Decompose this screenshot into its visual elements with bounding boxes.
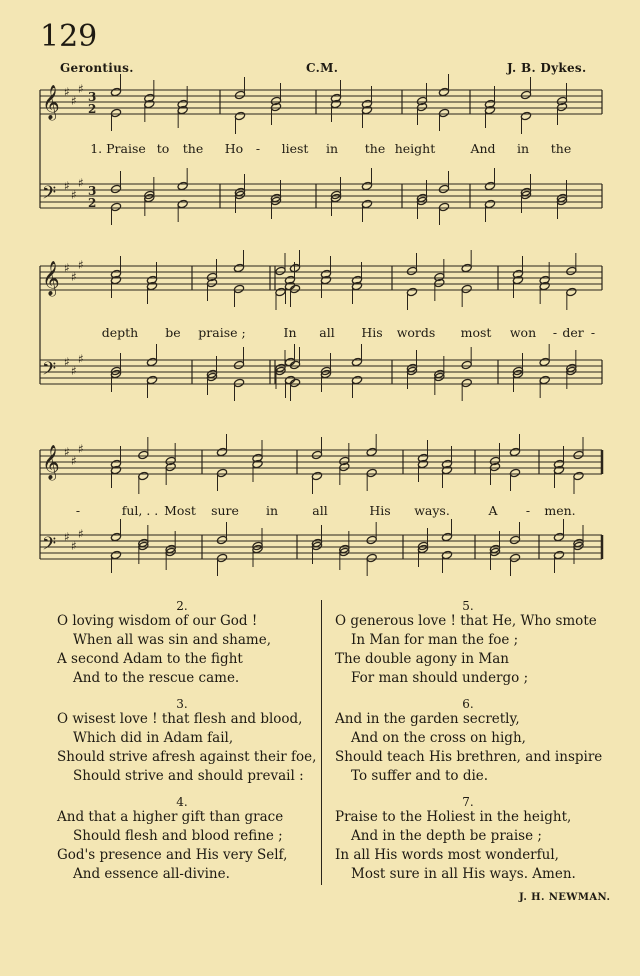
verse-line: Should strive and should prevail :: [73, 768, 304, 784]
verse-line: Most sure in all His ways. Amen.: [351, 866, 576, 882]
verse-line: And in the garden secretly,: [335, 711, 520, 727]
lyric-syllable: the: [364, 141, 386, 156]
lyric-syllable: most: [460, 325, 492, 340]
note-head: [441, 532, 452, 541]
verse-line: When all was sin and shame,: [73, 632, 272, 648]
note-head: [539, 375, 550, 384]
note-head: [438, 87, 449, 96]
verse-line: The double agony in Man: [335, 651, 509, 667]
lyric-syllable: ful, . .: [121, 503, 159, 518]
bass-clef-icon: 𝄢: [42, 183, 57, 208]
verse-5: [335, 612, 597, 688]
verse-number: 7.: [462, 795, 474, 809]
lyric-syllable: And: [470, 141, 496, 156]
sharp-icon: ♯: [78, 352, 84, 366]
sharp-icon: ♯: [64, 179, 70, 193]
note-head: [566, 266, 577, 275]
sharp-icon: ♯: [78, 176, 84, 190]
note-head: [573, 450, 584, 459]
verse-number: 3.: [176, 697, 188, 711]
lyric-syllable: -: [590, 325, 596, 340]
lyric-syllable: Most: [164, 503, 196, 518]
lyric-syllable: in: [325, 141, 339, 156]
treble-clef-icon: 𝄞: [42, 261, 60, 296]
verse-line: In all His words most wonderful,: [335, 847, 559, 863]
lyric-syllable: won: [509, 325, 537, 340]
time-signature-denominator: 2: [88, 196, 97, 210]
lyric-syllable: the: [182, 141, 204, 156]
note-head: [110, 87, 121, 96]
note-head: [438, 108, 449, 117]
page-number: 129: [40, 19, 98, 54]
treble-clef-icon: 𝄞: [42, 85, 60, 120]
note-head: [509, 468, 520, 477]
lyric-syllable: In: [283, 325, 297, 340]
sharp-icon: ♯: [64, 261, 70, 275]
column-divider: [321, 600, 322, 885]
lyric-syllable: depth: [101, 325, 139, 340]
verse-line: Praise to the Holiest in the height,: [335, 809, 572, 825]
verse-line: God's presence and His very Self,: [57, 847, 288, 863]
note-head: [110, 202, 121, 211]
note-head: [351, 375, 362, 384]
verse-line: For man should undergo ;: [351, 670, 529, 686]
note-head: [110, 184, 121, 193]
time-signature-denominator: 2: [88, 102, 97, 116]
note-head: [110, 108, 121, 117]
note-head: [361, 199, 372, 208]
note-head: [366, 535, 377, 544]
note-head: [216, 535, 227, 544]
note-head: [520, 90, 531, 99]
sharp-icon: ♯: [64, 445, 70, 459]
lyric-syllable: His: [369, 503, 391, 518]
note-head: [351, 357, 362, 366]
note-head: [146, 375, 157, 384]
note-head: [366, 553, 377, 562]
note-head: [366, 447, 377, 456]
lyric-syllable: height: [394, 141, 436, 156]
note-head: [553, 550, 564, 559]
lyric-syllable: all: [312, 503, 328, 518]
verse-number: 2.: [176, 599, 188, 613]
verse-line: Should strive afresh against their foe,: [57, 749, 317, 765]
sharp-icon: ♯: [71, 188, 77, 202]
verse-7: [335, 808, 576, 884]
note-head: [553, 532, 564, 541]
lyric-syllable: Ho: [224, 141, 244, 156]
verse-number: 5.: [462, 599, 474, 613]
note-head: [177, 199, 188, 208]
sharp-icon: ♯: [78, 82, 84, 96]
verse-line: O wisest love ! that flesh and blood,: [57, 711, 303, 727]
lyric-syllable: sure: [211, 503, 239, 518]
lyric-syllable: words: [396, 325, 436, 340]
note-head: [406, 287, 417, 296]
tune-name: Gerontius.: [60, 61, 134, 75]
note-head: [233, 378, 244, 387]
note-head: [234, 90, 245, 99]
verse-4: [57, 808, 287, 884]
verse-number: 6.: [462, 697, 474, 711]
note-head: [539, 357, 550, 366]
verse-line: O loving wisdom of our God !: [57, 613, 258, 629]
note-head: [566, 287, 577, 296]
lyric-syllable: in: [516, 141, 530, 156]
note-head: [406, 266, 417, 275]
time-signature-numerator: 3: [88, 184, 97, 198]
lyric-syllable: in: [265, 503, 279, 518]
verse-line: And in the depth be praise ;: [351, 828, 542, 844]
author: J. H. NEWMAN.: [519, 892, 611, 903]
note-head: [275, 266, 286, 275]
note-head: [275, 287, 286, 296]
treble-clef-icon: 𝄞: [42, 445, 60, 480]
verse-3: [57, 710, 316, 786]
note-head: [233, 284, 244, 293]
sharp-icon: ♯: [71, 539, 77, 553]
note-head: [366, 468, 377, 477]
note-head: [311, 471, 322, 480]
note-head: [110, 532, 121, 541]
note-head: [138, 471, 149, 480]
verse-line: And that a higher gift than grace: [57, 809, 284, 825]
note-head: [461, 284, 472, 293]
note-head: [234, 111, 245, 120]
verse-line: And essence all-divine.: [73, 866, 230, 882]
note-head: [573, 471, 584, 480]
verse-line: And to the rescue came.: [73, 670, 240, 686]
note-head: [216, 447, 227, 456]
verse-2: [57, 612, 271, 688]
note-head: [289, 263, 300, 272]
sharp-icon: ♯: [64, 530, 70, 544]
sharp-icon: ♯: [71, 94, 77, 108]
note-head: [177, 181, 188, 190]
note-head: [461, 263, 472, 272]
note-head: [438, 202, 449, 211]
lyric-syllable: -: [525, 503, 531, 518]
time-signature-numerator: 3: [88, 90, 97, 104]
sharp-icon: ♯: [78, 442, 84, 456]
lyric-syllable: -: [255, 141, 261, 156]
note-head: [441, 550, 452, 559]
meter: C.M.: [306, 61, 339, 75]
lyric-syllable: -: [75, 503, 81, 518]
verse-line: In Man for man the foe ;: [351, 632, 519, 648]
verse-line: A second Adam to the fight: [57, 651, 243, 667]
verse-line: And on the cross on high,: [351, 730, 526, 746]
sharp-icon: ♯: [71, 454, 77, 468]
verse-line: Should flesh and blood refine ;: [73, 828, 283, 844]
lyric-syllable: men.: [544, 503, 576, 518]
lyric-syllable: His: [361, 325, 383, 340]
sharp-icon: ♯: [64, 355, 70, 369]
lyric-syllable: -: [552, 325, 558, 340]
lyric-syllable: the: [550, 141, 572, 156]
note-head: [438, 184, 449, 193]
note-head: [361, 181, 372, 190]
note-head: [110, 550, 121, 559]
note-head: [233, 360, 244, 369]
note-head: [509, 553, 520, 562]
lyric-syllable: liest: [281, 141, 309, 156]
verse-line: O generous love ! that He, Who smote: [335, 613, 597, 629]
note-head: [311, 450, 322, 459]
note-head: [509, 447, 520, 456]
lyric-syllable: be: [165, 325, 181, 340]
verse-6: [335, 710, 602, 786]
sharp-icon: ♯: [64, 85, 70, 99]
note-head: [520, 111, 531, 120]
lyric-syllable: 1. Praise: [90, 141, 146, 156]
composer: J. B. Dykes.: [507, 61, 587, 75]
note-head: [216, 468, 227, 477]
lyric-syllable: all: [319, 325, 335, 340]
note-head: [509, 535, 520, 544]
sharp-icon: ♯: [71, 364, 77, 378]
note-head: [216, 553, 227, 562]
verse-line: Should teach His brethren, and inspire: [335, 749, 603, 765]
lyric-syllable: A: [488, 503, 498, 518]
note-head: [138, 450, 149, 459]
lyric-syllable: praise ;: [198, 325, 246, 340]
note-head: [233, 263, 244, 272]
sharp-icon: ♯: [78, 527, 84, 541]
lyric-syllable: der: [562, 325, 584, 340]
note-head: [484, 199, 495, 208]
lyric-syllable: ways.: [414, 503, 450, 518]
note-head: [484, 181, 495, 190]
note-head: [461, 378, 472, 387]
lyric-syllable: to: [156, 141, 170, 156]
sharp-icon: ♯: [78, 258, 84, 272]
verse-line: To suffer and to die.: [351, 768, 489, 784]
verse-number: 4.: [176, 795, 188, 809]
verse-line: Which did in Adam fail,: [73, 730, 234, 746]
note-head: [146, 357, 157, 366]
bass-clef-icon: 𝄢: [42, 359, 57, 384]
sharp-icon: ♯: [71, 270, 77, 284]
note-head: [461, 360, 472, 369]
bass-clef-icon: 𝄢: [42, 534, 57, 559]
